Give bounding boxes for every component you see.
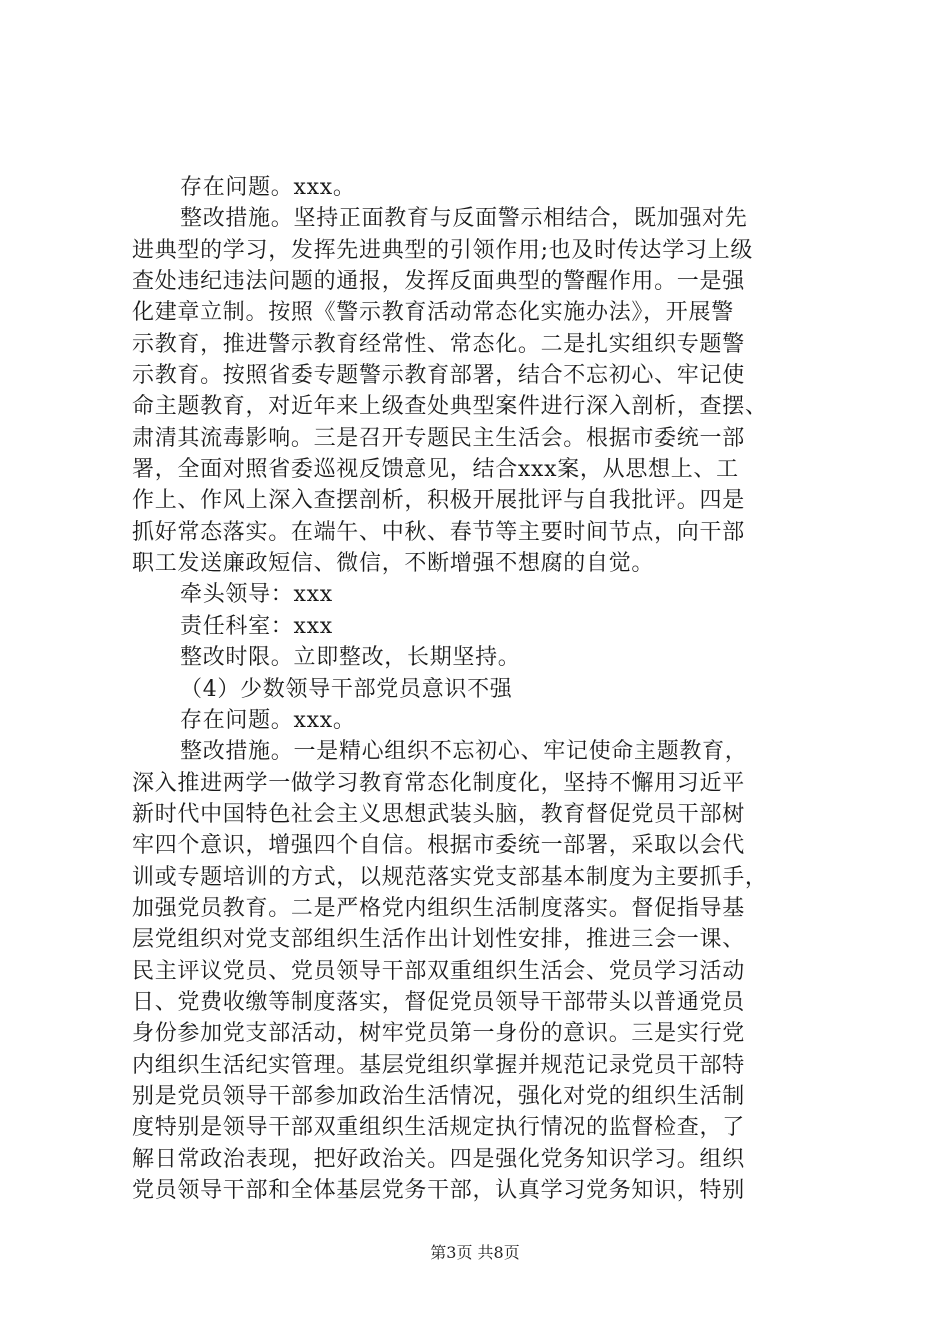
text-line: 层党组织对党支部组织生活作出计划性安排，推进三会一课、 bbox=[132, 927, 745, 953]
document-body bbox=[132, 172, 822, 1206]
text-line: 化建章立制。按照《警示教育活动常态化实施办法》，开展警 bbox=[132, 300, 734, 326]
text-line: 日、党费收缴等制度落实，督促党员领导干部带头以普通党员 bbox=[132, 989, 745, 1015]
page-footer: 第3页 共8页 bbox=[430, 1243, 520, 1262]
text-line: 民主评议党员、党员领导干部双重组织生活会、党员学习活动 bbox=[132, 958, 745, 984]
text-line: 抓好常态落实。在端午、中秋、春节等主要时间节点，向干部 bbox=[132, 519, 745, 545]
text-line: 牵头领导：xxx bbox=[180, 582, 333, 608]
text-line: 整改措施。一是精心组织不忘初心、牢记使命主题教育， bbox=[180, 739, 748, 765]
text-line: 牢四个意识，增强四个自信。根据市委统一部署，采取以会代 bbox=[132, 833, 745, 859]
text-line: 存在问题。xxx。 bbox=[180, 707, 356, 733]
text-line: 新时代中国特色社会主义思想武装头脑，教育督促党员干部树 bbox=[132, 801, 745, 827]
text-line: 别是党员领导干部参加政治生活情况，强化对党的组织生活制 bbox=[132, 1083, 745, 1109]
text-line: 度特别是领导干部双重组织生活规定执行情况的监督检查，了 bbox=[132, 1115, 745, 1141]
text-line: 存在问题。xxx。 bbox=[180, 175, 356, 200]
text-line: （4）少数领导干部党员意识不强 bbox=[180, 676, 513, 702]
text-line: 训或专题培训的方式，以规范落实党支部基本制度为主要抓手， bbox=[132, 864, 768, 890]
text-line: 深入推进两学一做学习教育常态化制度化，坚持不懈用习近平 bbox=[132, 770, 745, 796]
text-line: 作上、作风上深入查摆剖析，积极开展批评与自我批评。四是 bbox=[132, 488, 745, 514]
text-line: 查处违纪违法问题的通报，发挥反面典型的警醒作用。一是强 bbox=[132, 269, 745, 295]
text-line: 职工发送廉政短信、微信，不断增强不想腐的自觉。 bbox=[132, 551, 655, 577]
text-line: 身份参加党支部活动，树牢党员第一身份的意识。三是实行党 bbox=[132, 1021, 745, 1047]
text-line: 解日常政治表现，把好政治关。四是强化党务知识学习。组织 bbox=[132, 1146, 745, 1172]
text-line: 整改措施。坚持正面教育与反面警示相结合，既加强对先 bbox=[180, 206, 748, 232]
text-line: 肃清其流毒影响。三是召开专题民主生活会。根据市委统一部 bbox=[132, 425, 745, 451]
text-line: 责任科室：xxx bbox=[180, 613, 333, 639]
text-line: 示教育。按照省委专题警示教育部署，结合不忘初心、牢记使 bbox=[132, 363, 745, 389]
text-line: 示教育，推进警示教育经常性、常态化。二是扎实组织专题警 bbox=[132, 331, 745, 357]
text-line: 进典型的学习，发挥先进典型的引领作用;也及时传达学习上级 bbox=[132, 237, 754, 263]
text-line: 加强党员教育。二是严格党内组织生活制度落实。督促指导基 bbox=[132, 895, 745, 921]
text-line: 内组织生活纪实管理。基层党组织掌握并规范记录党员干部特 bbox=[132, 1052, 745, 1078]
text-line: 署，全面对照省委巡视反馈意见，结合xxx案，从思想上、工 bbox=[132, 457, 739, 483]
text-line: 整改时限。立即整改，长期坚持。 bbox=[180, 645, 521, 671]
text-line: 党员领导干部和全体基层党务干部，认真学习党务知识，特别 bbox=[132, 1178, 745, 1203]
text-line: 命主题教育，对近年来上级查处典型案件进行深入剖析，查摆、 bbox=[132, 394, 768, 420]
